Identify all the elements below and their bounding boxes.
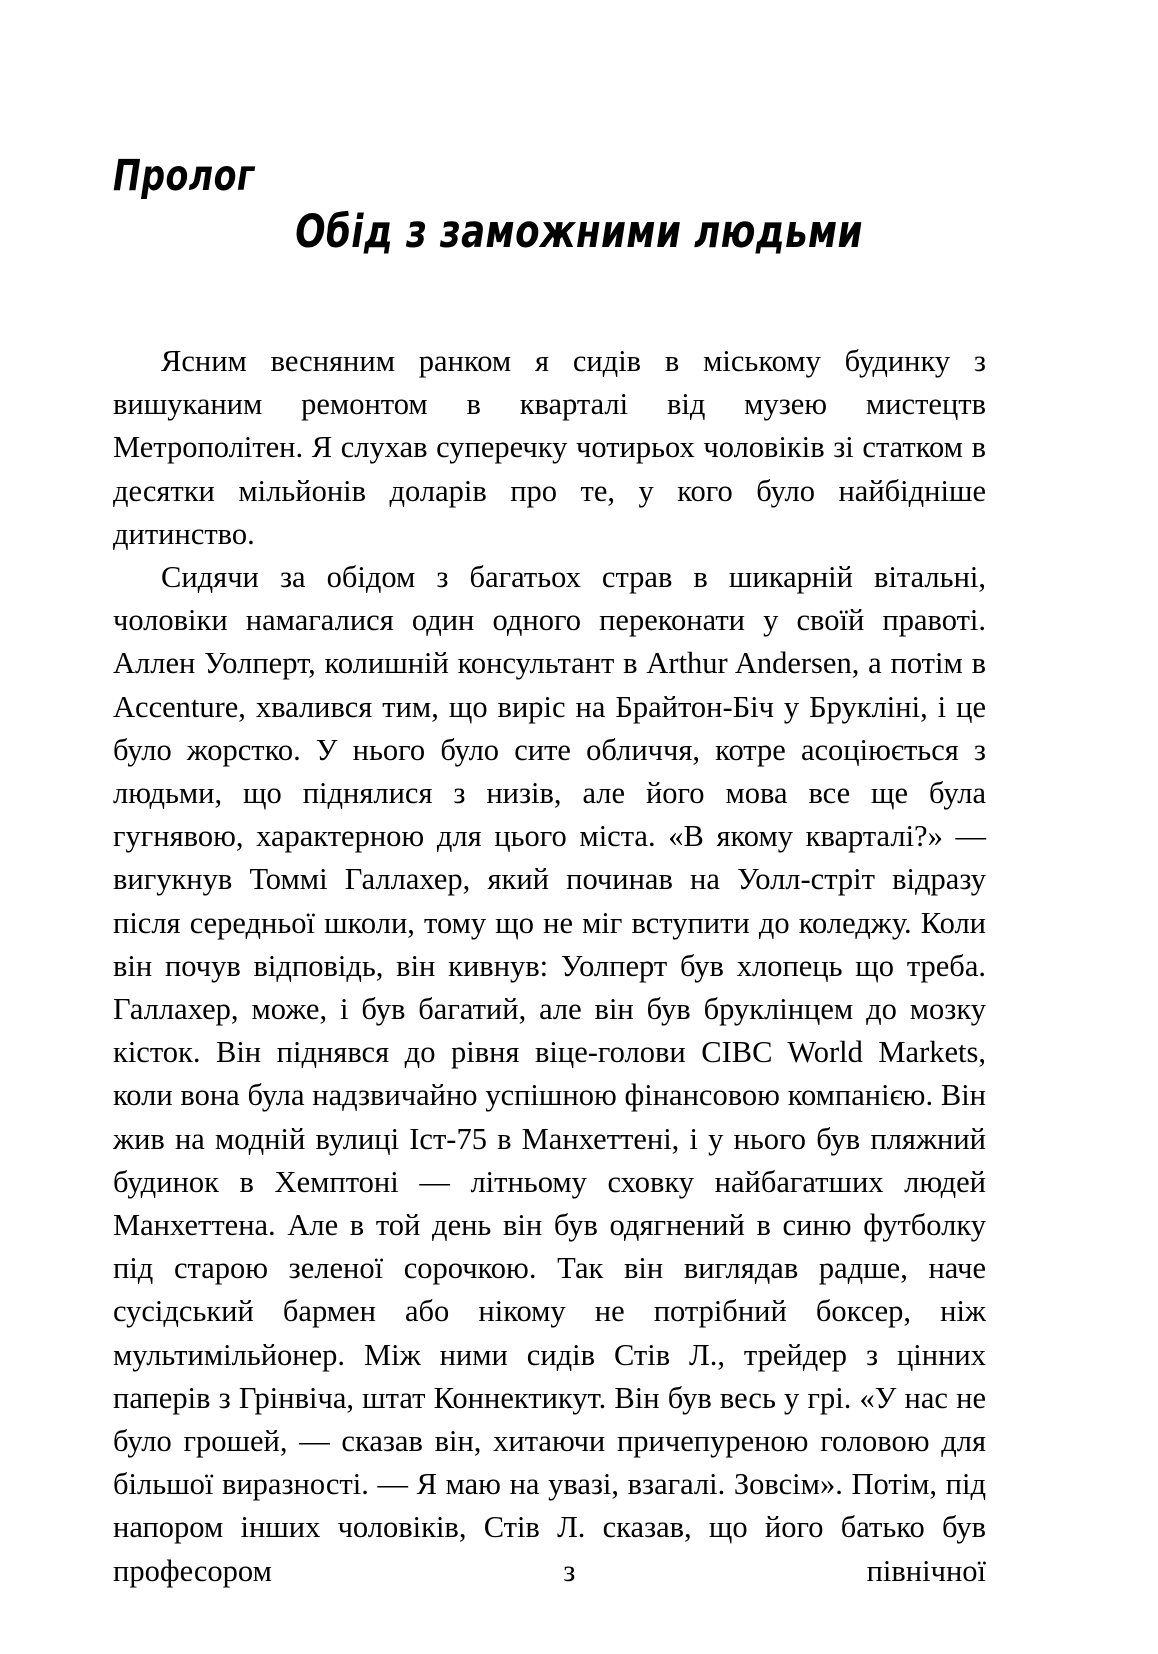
paragraph: Ясним весняним ранком я сидів в міському будинку з вишуканим ремонтом в кварталі від музею мистецтв Метрополітен. Я слухав суперечку чотирьох чоловіків зі статком в десятки мільйонів доларів про те, у кого було найбідніше дитинство.: [113, 344, 986, 551]
chapter-title: [113, 206, 986, 258]
paragraph: Сидячи за обідом з багатьох страв в шикарній вітальні, чоловіки намагалися один одного переконати у своїй правоті. Аллен Уолперт, колишній консультант в Arthur Andersen, а потім в Accenture, хвалився тим, що виріс на Брайтон-Біч у Брукліні, і це було жорстко. У нього було сите обличчя, котре асоціюється з людьми, що піднялися з низів, але його мова все ще була гугнявою, характерною для цього міста. «В якому кварталі?» — вигукнув Томмі Галлахер, який починав на Уолл-стріт відразу після середньої школи, тому що не міг вступити до коледжу. Коли він почув відповідь, він кивнув: Уолперт був хлопець що треба. Галлахер, може, і був багатий, але він був бруклінцем до мозку кісток. Він піднявся до рівня віце-голови CIBC World Markets, коли вона була надзвичайно успішною фінансовою компанією. Він жив на модній вулиці Іст-75 в Манхеттені, і у нього був пляжний будинок в Хемптоні — літньому сховку найбагатших людей Манхеттена. Але в той день він був одягнений в синю футболку під старою зеленої сорочкою. Так він виглядав радше, наче сусідський бармен або нікому не потрібний боксер, ніж мультимільйонер. Між ними сидів Стів Л., трейдер з цінних паперів з Грінвіча, штат Коннектикут. Він був весь у грі. «У нас не було грошей, — сказав він, хитаючи причепуреною головою для більшої виразності. — Я маю на увазі, взагалі. Зовсім». Потім, під напором інших чоловіків, Стів Л. сказав, що його батько був професором з північної: [113, 560, 986, 1588]
chapter-title-text: Обід з заможними людьми: [295, 205, 863, 258]
chapter-label-text: Пролог: [113, 151, 255, 201]
body-text-block: [113, 340, 986, 1636]
chapter-label: [113, 152, 255, 200]
